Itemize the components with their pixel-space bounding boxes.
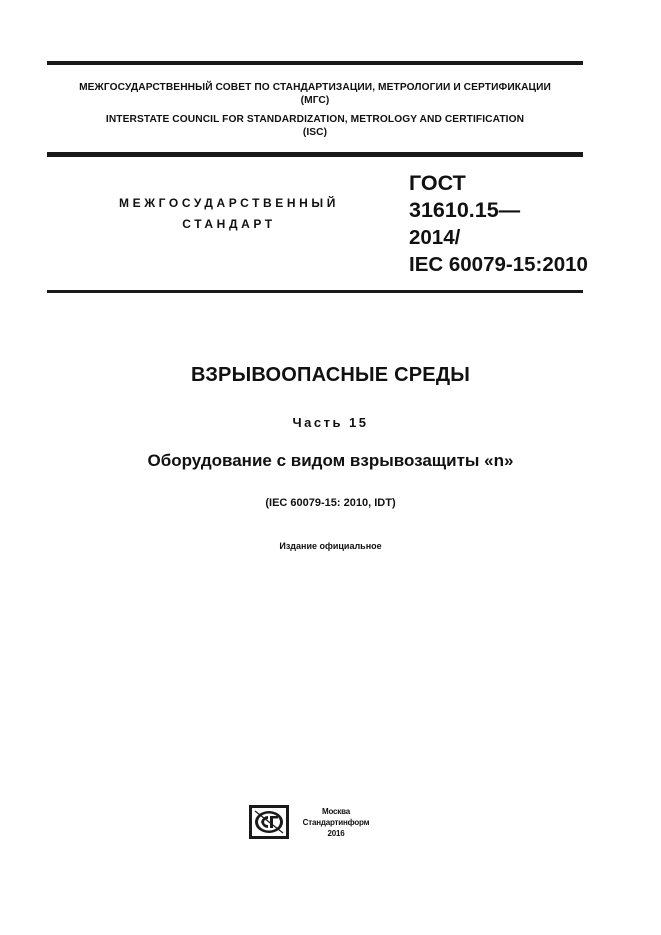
council-name-en-line1: INTERSTATE COUNCIL FOR STANDARDIZATION, METROLOGY AND CERTIFICATION bbox=[105, 114, 525, 125]
top-rule bbox=[47, 61, 583, 65]
council-name-en bbox=[47, 113, 583, 139]
council-name-ru bbox=[47, 81, 583, 107]
designation-line1: ГОСТ bbox=[409, 171, 466, 195]
publisher-year: 2016 bbox=[327, 829, 345, 838]
publisher-name: Стандартинформ bbox=[302, 818, 370, 827]
council-abbr-en: (ISC) bbox=[302, 127, 328, 138]
lower-rule bbox=[47, 290, 583, 293]
identity-note: (IEC 60079-15: 2010, IDT) bbox=[265, 497, 396, 509]
middle-rule bbox=[47, 152, 583, 157]
standartinform-logo-icon bbox=[249, 805, 289, 839]
document-subtitle: Оборудование с видом взрывозащиты «n» bbox=[147, 451, 514, 470]
council-abbr-ru: (МГС) bbox=[300, 95, 330, 106]
document-title: ВЗРЫВООПАСНЫЕ СРЕДЫ bbox=[190, 364, 471, 386]
standard-type-line2: СТАНДАРТ bbox=[182, 217, 276, 231]
standard-type bbox=[100, 193, 358, 235]
document-part: Часть 15 bbox=[292, 415, 369, 430]
designation-line2: 31610.15— bbox=[409, 198, 521, 222]
standard-type-line1: МЕЖГОСУДАРСТВЕННЫЙ bbox=[119, 196, 339, 210]
publisher-city: Москва bbox=[322, 807, 350, 816]
publisher-block bbox=[294, 806, 378, 839]
edition-note: Издание официальное bbox=[279, 541, 382, 551]
designation-line3: 2014/ bbox=[409, 226, 461, 249]
standard-designation bbox=[409, 170, 588, 278]
designation-line4: IEC 60079-15:2010 bbox=[409, 253, 588, 276]
council-name-ru-line1: МЕЖГОСУДАРСТВЕННЫЙ СОВЕТ ПО СТАНДАРТИЗАЦИИ, МЕТРОЛОГИИ И СЕРТИФИКАЦИИ bbox=[79, 82, 551, 93]
